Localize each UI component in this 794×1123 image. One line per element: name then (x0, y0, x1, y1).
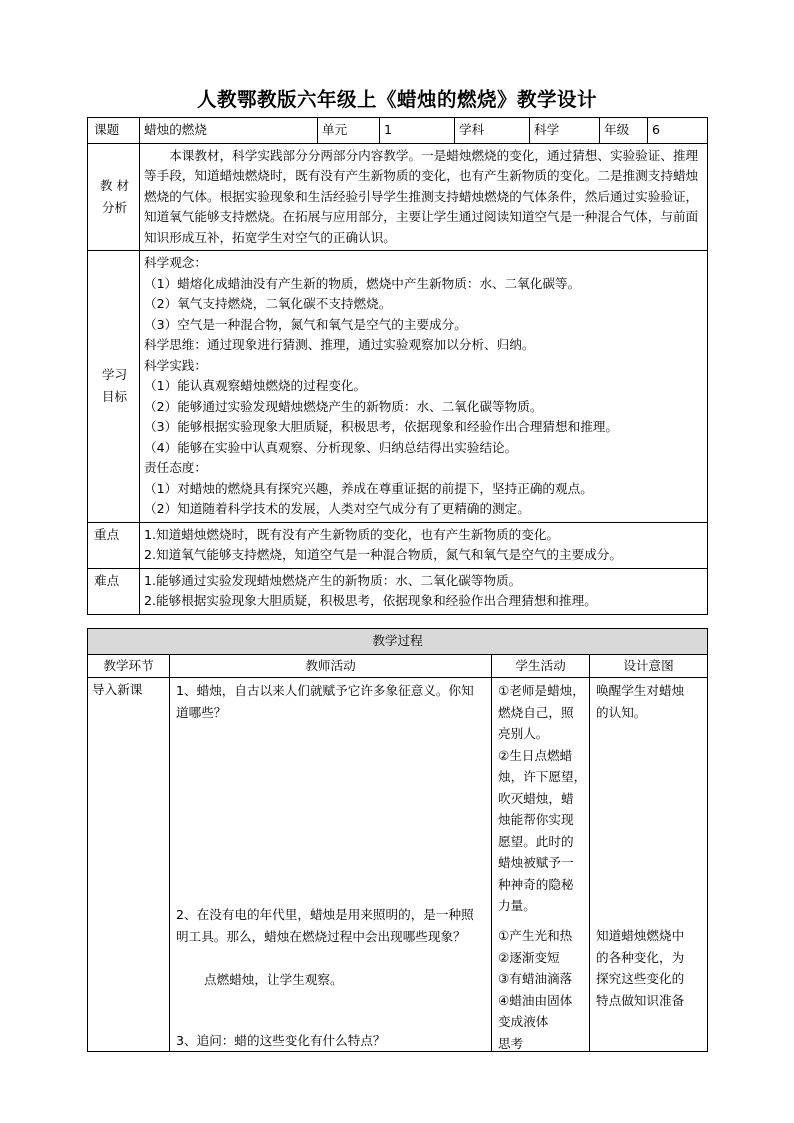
key-point-line: 2.知道氧气能够支持燃烧，知道空气是一种混合物质，氮气和氧气是空气的主要成分。 (144, 547, 622, 562)
student-line: 烛能帮你实现 (498, 812, 574, 827)
goals-line: （1）对蜡烛的燃烧具有探究兴趣，养成在尊重证据的前提下，坚持正确的观点。 (144, 480, 593, 496)
goals-line: （2）能够通过实验发现蜡烛燃烧产生的新物质：水、二氧化碳等物质。 (144, 398, 543, 414)
intent-line: 特点做知识准备 (596, 992, 685, 1008)
goals-line: （4）能够在实验中认真观察、分析现象、归纳总结得出实验结论。 (144, 439, 518, 455)
column-header: 设计意图 (590, 654, 708, 678)
process-heading: 教学过程 (88, 629, 708, 655)
lesson-info-table (87, 117, 708, 615)
intent-list-2 (596, 925, 684, 1011)
subject-label: 学科 (455, 118, 530, 144)
analysis-text (140, 143, 708, 251)
student-line: ①产生光和热 (498, 928, 573, 943)
difficulty-line: 2.能够根据实验现象大胆质疑，积极思考，依据现象和经验作出合理猜想和推理。 (144, 593, 597, 608)
student-list-1 (498, 680, 586, 917)
key-points-text (140, 522, 708, 568)
goals-text (140, 251, 708, 523)
intent-line: 唤醒学生对蜡烛 (596, 683, 685, 698)
student-line: ①老师是蜡烛， (498, 683, 585, 698)
teacher-item-1: 1、蜡烛，自古以来人们就赋予它许多象征意义。你知道哪些？ (176, 683, 474, 720)
student-line: 力量。 (498, 898, 536, 913)
process-column-headers (88, 654, 708, 678)
student-line: 蜡烛被赋予一 (498, 855, 574, 870)
goals-line: （2）知道随着科学技术的发展，人类对空气成分有了更精确的测定。 (144, 501, 530, 516)
teaching-process-table (87, 628, 708, 1052)
unit-label: 单元 (318, 118, 380, 144)
teacher-activity-cell (170, 678, 492, 1052)
analysis-paragraph: 本课教材，科学实践部分分两部分内容教学。一是蜡烛燃烧的变化，通过猜想、实验验证、推理等手段，知道蜡烛燃烧时，既有没有产生新物质的变化，也有产生新物质的变化。二是推测支持蜡烛燃烧的气体。根据实验现象和生活经验引导学生推测支持蜡烛燃烧的气体条件，然后通过实验验证，知道氧气能够支持燃烧。在拓展与应用部分，主要让学生通过阅读知道空气是一种混合气体，与前面知识形成互补，拓宽学生对空气的正确认识。 (144, 147, 699, 245)
goals-row (88, 251, 708, 523)
goals-label: 学习 目标 (88, 251, 140, 523)
teacher-item-3: 3、追问：蜡的这些变化有什么特点？ (176, 1033, 386, 1048)
goals-line: 科学观念： (144, 255, 207, 270)
column-header: 学生活动 (492, 654, 590, 678)
key-points-row (88, 522, 708, 568)
intent-list-1 (596, 680, 684, 723)
process-heading-row (88, 629, 708, 655)
key-point-line: 1.知道蜡烛燃烧时，既有没有产生新物质的变化，也有产生新物质的变化。 (144, 526, 560, 542)
goals-line: （1）能认真观察蜡烛燃烧的过程变化。 (144, 378, 367, 393)
intent-line: 知道蜡烛燃烧中 (596, 928, 685, 943)
student-line: 愿望。此时的 (498, 833, 574, 849)
difficulty-line: 1.能够通过实验发现蜡烛燃烧产生的新物质：水、二氧化碳等物质。 (144, 572, 522, 588)
analysis-row (88, 143, 708, 251)
goals-line: 责任态度： (144, 460, 207, 475)
goals-line: （3）能够根据实验现象大胆质疑，积极思考，依据现象和经验作出合理猜想和推理。 (144, 419, 618, 434)
goals-line: 科学实践： (144, 357, 207, 373)
topic-label: 课题 (88, 118, 140, 144)
goals-line: （2）氧气支持燃烧，二氧化碳不支持燃烧。 (144, 296, 392, 311)
stage-cell: 导入新课 (88, 678, 170, 1052)
info-row (88, 118, 708, 144)
unit-value: 1 (380, 118, 455, 144)
intent-line: 的各种变化，为 (596, 949, 685, 965)
difficulties-label: 难点 (88, 568, 140, 614)
student-activity-cell (492, 678, 590, 1052)
column-header: 教学环节 (88, 654, 170, 678)
student-line: ③有蜡油滴落 (498, 971, 573, 986)
student-line: ④蜡油由固体 (498, 992, 573, 1008)
goals-line: 科学思维：通过现象进行猜测、推理，通过实验观察加以分析、归纳。 (144, 337, 535, 352)
student-line: 烛，许下愿望， (498, 769, 587, 784)
goals-line: （3）空气是一种混合物，氮气和氧气是空气的主要成分。 (144, 316, 467, 332)
student-line: 亮别人。 (498, 726, 549, 741)
subject-value: 科学 (530, 118, 600, 144)
difficulties-row (88, 568, 708, 614)
topic-value: 蜡烛的燃烧 (140, 118, 318, 144)
student-line: 思考 (498, 1035, 524, 1051)
teacher-item-2b: 点燃蜡烛，让学生观察。 (204, 972, 343, 987)
key-points-label: 重点 (88, 522, 140, 568)
student-line: 吹灭蜡烛，蜡 (498, 790, 574, 806)
student-line: ②生日点燃蜡 (498, 747, 573, 763)
difficulties-text (140, 568, 708, 614)
grade-label: 年级 (600, 118, 648, 144)
process-row (88, 678, 708, 1052)
student-line: 变成液体 (498, 1014, 549, 1029)
analysis-label: 教 材 分析 (88, 143, 140, 251)
goals-line: （1）蜡熔化成蜡油没有产生新的物质，燃烧中产生新物质：水、二氧化碳等。 (144, 275, 581, 291)
teacher-item-2: 2、在没有电的年代里，蜡烛是用来照明的，是一种照明工具。那么，蜡烛在燃烧过程中会出现哪些现象？ (176, 907, 474, 944)
design-intent-cell (590, 678, 708, 1052)
page-title: 人教鄂教版六年级上《蜡烛的燃烧》教学设计 (196, 88, 597, 111)
intent-line: 探究这些变化的 (596, 971, 685, 986)
student-line: 燃烧自己，照 (498, 704, 574, 720)
student-line: 种神奇的隐秘 (498, 876, 574, 892)
intent-line: 的认知。 (596, 704, 647, 720)
grade-value: 6 (648, 118, 708, 144)
student-line: ②逐渐变短 (498, 949, 560, 965)
student-list-2 (498, 925, 572, 1054)
column-header: 教师活动 (170, 654, 492, 678)
